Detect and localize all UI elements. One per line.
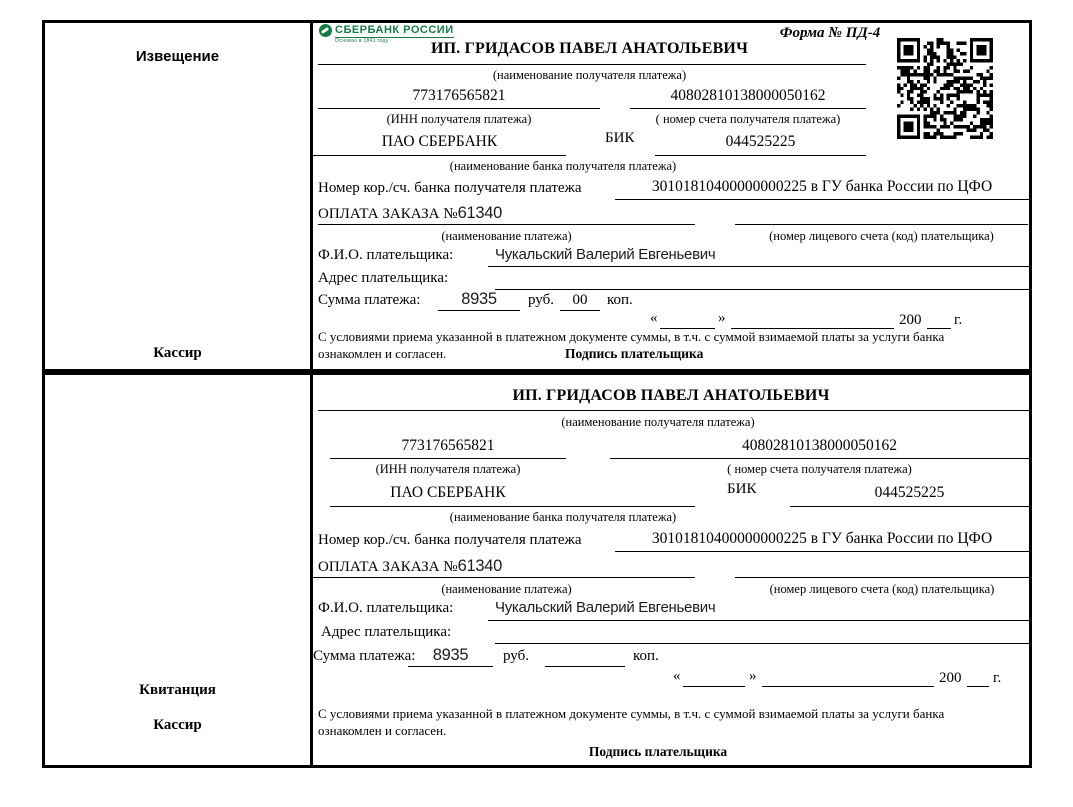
payer-fio-value: Чукальский Валерий Евгеньевич xyxy=(495,599,716,616)
personal-account-label: (номер лицевого счета (код) плательщика) xyxy=(769,229,994,243)
receipt-stub xyxy=(45,375,313,765)
bank-name-value: ПАО СБЕРБАНК xyxy=(390,484,506,501)
inn-label: (ИНН получателя платежа) xyxy=(386,112,532,126)
underline xyxy=(408,666,493,667)
bik-label: БИК xyxy=(727,481,757,497)
underline xyxy=(615,199,1029,200)
date-quote-close: » xyxy=(718,310,726,326)
underline xyxy=(630,108,866,109)
account-label: ( номер счета получателя платежа) xyxy=(655,112,841,126)
date-year-prefix: 200 xyxy=(899,312,922,328)
payer-fio-value: Чукальский Валерий Евгеньевич xyxy=(495,246,716,263)
date-year-suffix: г. xyxy=(993,670,1002,686)
stub-cashier-label: Кассир xyxy=(153,717,202,733)
receipt-section xyxy=(42,372,1032,768)
date-year-prefix: 200 xyxy=(939,670,962,686)
bik-label: БИК xyxy=(605,130,635,146)
bank-name-label: (наименование банка получателя платежа) xyxy=(449,510,677,524)
payer-address-label: Адрес плательщика: xyxy=(318,270,449,286)
account-label: ( номер счета получателя платежа) xyxy=(727,462,912,476)
account-value: 40802810138000050162 xyxy=(670,87,826,104)
order-number: 61340 xyxy=(457,557,502,575)
sum-label: Сумма платежа: xyxy=(313,648,416,664)
underline xyxy=(545,666,625,667)
underline xyxy=(318,224,695,225)
recipient-name-label: (наименование получателя платежа) xyxy=(492,68,687,82)
receipt-content xyxy=(313,375,1029,765)
terms-line2: ознакомлен и согласен. xyxy=(318,346,447,361)
qr-code xyxy=(897,38,993,139)
stub-title-notice: Извещение xyxy=(135,48,220,65)
sum-label: Сумма платежа: xyxy=(318,292,421,308)
recipient-name: ИП. ГРИДАСОВ ПАВЕЛ АНАТОЛЬЕВИЧ xyxy=(512,387,830,404)
personal-account-label: (номер лицевого счета (код) плательщика) xyxy=(769,582,995,596)
stub-title-receipt: Квитанция xyxy=(139,682,216,698)
kop-label: коп. xyxy=(607,292,633,308)
rub-label: руб. xyxy=(503,648,529,664)
underline xyxy=(330,506,695,507)
sberbank-tagline: Основан в 1841 году xyxy=(335,38,389,44)
sum-rub-value: 8935 xyxy=(461,290,497,308)
kop-label: коп. xyxy=(633,648,659,664)
underline xyxy=(560,310,600,311)
underline xyxy=(790,506,1029,507)
account-value: 40802810138000050162 xyxy=(742,437,897,454)
rub-label: руб. xyxy=(528,292,554,308)
underline xyxy=(495,289,1029,290)
terms-line1: С условиями приема указанной в платежном документе суммы, в т.ч. с суммой взимаемой платы за услуги банка xyxy=(318,706,945,721)
underline xyxy=(488,266,1029,267)
bik-value: 044525225 xyxy=(874,484,945,501)
inn-value: 773176565821 xyxy=(401,437,495,454)
underline xyxy=(610,458,1029,459)
bank-name-value: ПАО СБЕРБАНК xyxy=(381,133,498,150)
order-number: 61340 xyxy=(457,204,502,222)
date-year-suffix: г. xyxy=(954,312,963,328)
terms-line2: ознакомлен и согласен. xyxy=(318,723,447,738)
sum-rub-value: 8935 xyxy=(432,646,469,664)
payer-address-label: Адрес плательщика: xyxy=(321,624,452,640)
corr-account-value: 30101810400000000225 в ГУ банка России по ЦФО xyxy=(651,178,993,195)
underline xyxy=(735,577,1029,578)
underline xyxy=(762,686,934,687)
underline xyxy=(313,577,695,578)
inn-value: 773176565821 xyxy=(412,87,506,104)
notice-stub xyxy=(45,23,313,369)
date-quote-open: « xyxy=(673,668,681,684)
inn-label: (ИНН получателя платежа) xyxy=(375,462,521,476)
underline xyxy=(615,551,1029,552)
sberbank-icon xyxy=(319,24,332,37)
corr-account-value: 30101810400000000225 в ГУ банка России по ЦФО xyxy=(651,530,993,547)
payer-fio-label: Ф.И.О. плательщика: xyxy=(318,600,454,616)
notice-section xyxy=(42,20,1032,372)
form-number: Форма № ПД-4 xyxy=(779,25,881,41)
bank-name-label: (наименование банка получателя платежа) xyxy=(449,159,677,173)
payment-name-label: (наименование платежа) xyxy=(441,229,572,243)
underline xyxy=(318,64,866,65)
payer-fio-label: Ф.И.О. плательщика: xyxy=(318,247,454,263)
underline xyxy=(683,686,745,687)
payer-signature-label: Подпись плательщика xyxy=(565,346,704,361)
corr-account-label: Номер кор./сч. банка получателя платежа xyxy=(318,180,582,196)
date-quote-close: » xyxy=(749,668,757,684)
underline xyxy=(318,108,600,109)
date-quote-open: « xyxy=(650,310,658,326)
terms-line1: С условиями приема указанной в платежном документе суммы, в т.ч. с суммой взимаемой платы за услуги банка xyxy=(318,329,945,344)
corr-account-label: Номер кор./сч. банка получателя платежа xyxy=(318,532,582,548)
payment-name-value: ОПЛАТА ЗАКАЗА №61340 xyxy=(318,557,502,575)
underline xyxy=(438,310,520,311)
notice-content xyxy=(313,23,1029,369)
underline xyxy=(655,155,866,156)
recipient-name: ИП. ГРИДАСОВ ПАВЕЛ АНАТОЛЬЕВИЧ xyxy=(430,40,749,57)
underline xyxy=(488,620,1029,621)
underline xyxy=(735,224,1028,225)
stub-cashier-label: Кассир xyxy=(153,345,202,361)
underline xyxy=(313,155,566,156)
sum-kop-value: 00 xyxy=(572,292,588,308)
underline xyxy=(318,410,1029,411)
recipient-name-label: (наименование получателя платежа) xyxy=(561,415,755,429)
underline xyxy=(330,458,566,459)
underline xyxy=(495,643,1029,644)
payer-signature-label: Подпись плательщика xyxy=(588,744,728,759)
bik-value: 044525225 xyxy=(725,133,796,150)
payment-name-label: (наименование платежа) xyxy=(441,582,572,596)
underline xyxy=(967,686,989,687)
sberbank-brand-text: СБЕРБАНК РОССИИ xyxy=(335,24,454,36)
payment-name-value: ОПЛАТА ЗАКАЗА №61340 xyxy=(318,204,502,222)
